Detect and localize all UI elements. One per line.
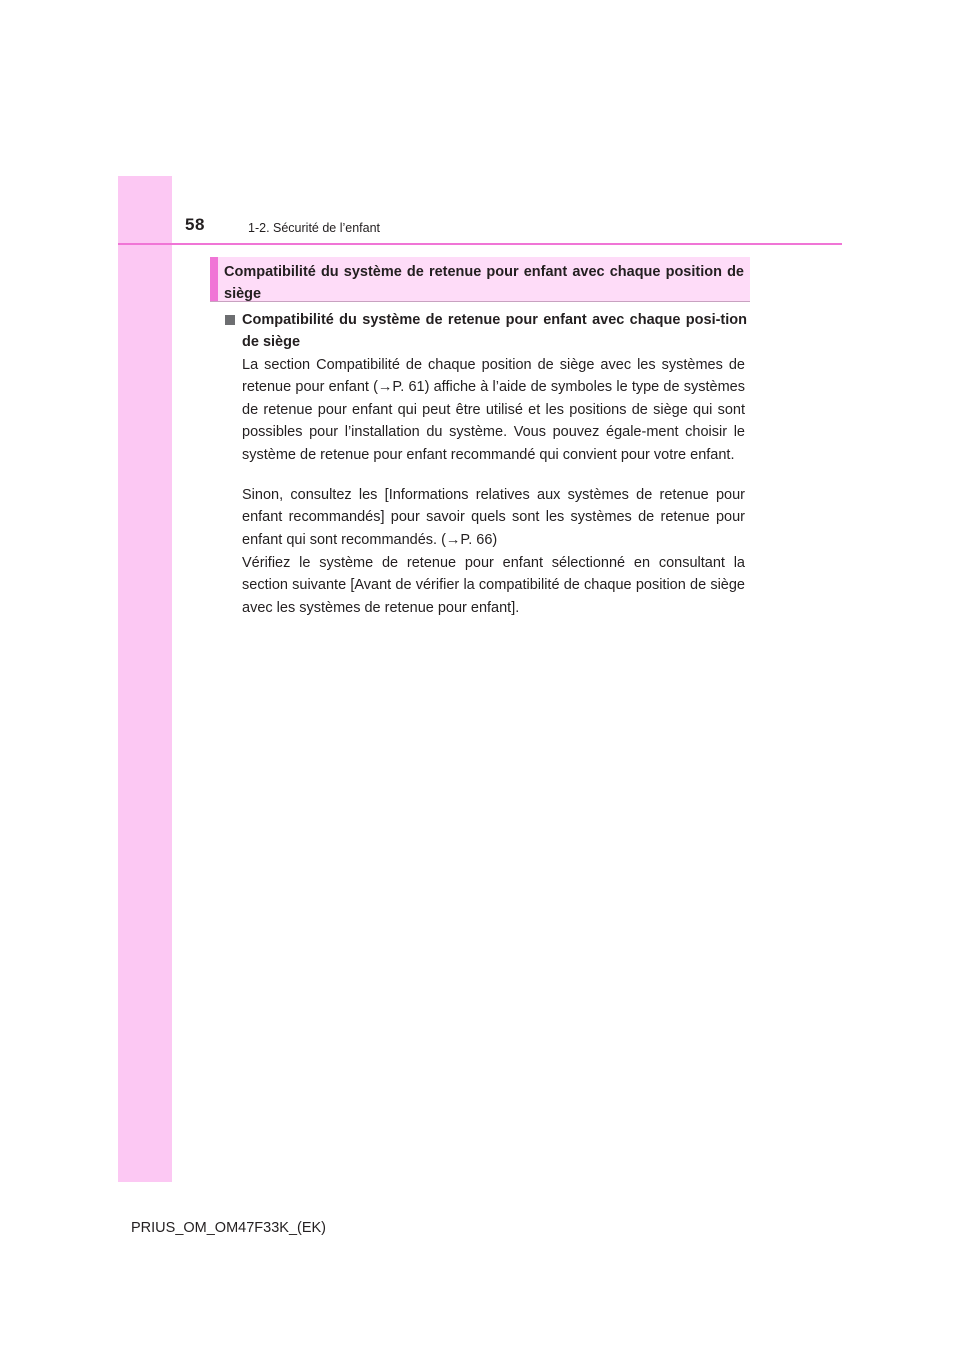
section-heading-bar (210, 257, 218, 301)
page-number: 58 (185, 215, 205, 234)
footer-document-code: PRIUS_OM_OM47F33K_(EK) (131, 1220, 327, 1236)
paragraph-3: Vérifiez le système de retenue pour enfant sélectionné en consultant la section suivante [Avant de vérifier la compatibilité de chaque position de siège avec les systèmes de retenue pour enfant]. (242, 555, 745, 616)
header-rule (118, 243, 842, 245)
paragraph-2: Sinon, consultez les [Informations relatives aux systèmes de retenue pour enfant recommandés] pour savoir quels sont les systèmes de retenue pour enfant qui sont recommandés. (→P. 66) (242, 487, 745, 548)
side-strip (118, 176, 172, 1182)
paragraph-1: La section Compatibilité de chaque position de siège avec les systèmes de retenue pour enfant (→P. 61) affiche à l’aide de symboles le type de systèmes de retenue pour enfant qui peut être utilisé et les positions de siège qui sont possibles pour l’installation du système. Vous pouvez égale-ment choisir le système de retenue pour enfant recommandé qui convient pour votre enfant. (242, 357, 745, 463)
chapter-title: 1-2. Sécurité de l’enfant (248, 221, 381, 235)
subsection-heading (225, 309, 747, 353)
section-heading: Compatibilité du système de retenue pour enfant avec chaque position de siège (224, 264, 744, 302)
square-bullet-icon (225, 315, 235, 325)
section-heading-box (210, 257, 750, 302)
subsection-heading-text: Compatibilité du système de retenue pour enfant avec chaque posi-tion de siège (242, 312, 747, 350)
